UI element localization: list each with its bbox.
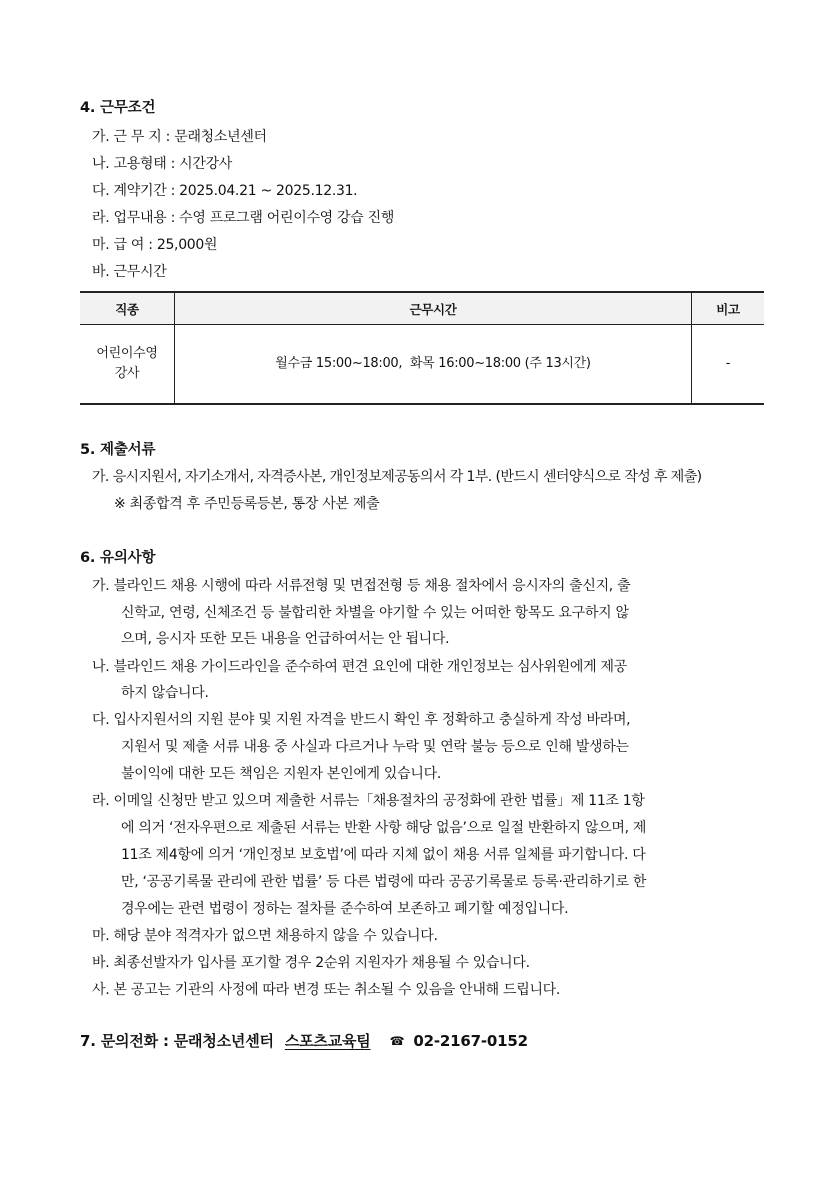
contact-team: 스포츠교육팀 <box>284 1032 371 1050</box>
job-duties: 라. 업무내용 : 수영 프로그램 어린이수영 강습 진행 <box>92 210 395 226</box>
work-hours-label: 바. 근무시간 <box>92 264 167 280</box>
notice-line: 만, ‘공공기록물 관리에 관한 법률’ 등 다른 법령에 따라 공공기록물로 등록·관리하기로 한 <box>121 874 647 890</box>
table-header-row <box>80 292 764 325</box>
telephone-icon: ☎ <box>389 1034 405 1048</box>
notice-line: 신학교, 연령, 신체조건 등 불합리한 차별을 야기할 수 있는 어떠한 항목도 요구하지 않 <box>121 605 629 621</box>
notice-line: 라. 이메일 신청만 받고 있으며 제출한 서류는「채용절차의 공정화에 관한 법률」제 11조 1항 <box>92 793 645 809</box>
header-note: 비고 <box>692 292 765 325</box>
notice-line: 가. 블라인드 채용 시행에 따라 서류전형 및 면접전형 등 채용 절차에서 응시자의 출신지, 출 <box>92 578 631 594</box>
notice-line: 다. 입사지원서의 지원 분야 및 지원 자격을 반드시 확인 후 정확하고 충실하게 작성 바라며, <box>92 712 631 728</box>
contract-period: 다. 계약기간 : 2025.04.21 ~ 2025.12.31. <box>92 183 358 199</box>
table-row <box>80 325 764 405</box>
documents-item: 가. 응시지원서, 자기소개서, 자격증사본, 개인정보제공동의서 각 1부. (반드시 센터양식으로 작성 후 제출) <box>92 469 702 485</box>
job-line1: 어린이수영 <box>96 346 158 361</box>
header-hours: 근무시간 <box>175 292 692 325</box>
header-job: 직종 <box>80 292 175 325</box>
section6-heading: 6. 유의사항 <box>80 550 156 566</box>
notice-line: 하지 않습니다. <box>121 685 209 701</box>
notice-line: 11조 제4항에 의거 ‘개인정보 보호법’에 따라 지체 없이 채용 서류 일체를 파기합니다. 다 <box>121 847 646 863</box>
notice-line: 지원서 및 제출 서류 내용 중 사실과 다르거나 누락 및 연락 불능 등으로 인해 발생하는 <box>121 739 629 755</box>
cell-note: - <box>692 325 765 405</box>
contact-phone: 02-2167-0152 <box>413 1032 528 1050</box>
cell-hours: 월수금 15:00~18:00, 화목 16:00~18:00 (주 13시간) <box>175 325 692 405</box>
contact-line <box>80 1030 528 1051</box>
section5-heading: 5. 제출서류 <box>80 442 156 458</box>
work-location: 가. 근 무 지 : 문래청소년센터 <box>92 129 267 145</box>
notice-line: 불이익에 대한 모든 책임은 지원자 본인에게 있습니다. <box>121 766 441 782</box>
notice-line: 나. 블라인드 채용 가이드라인을 준수하여 편견 요인에 대한 개인정보는 심사위원에게 제공 <box>92 659 627 675</box>
section4-heading: 4. 근무조건 <box>80 100 156 116</box>
notice-line: 바. 최종선발자가 입사를 포기할 경우 2순위 지원자가 채용될 수 있습니다. <box>92 955 530 971</box>
notice-line: 에 의거 ‘전자우편으로 제출된 서류는 반환 사항 해당 없음’으로 일절 반환하지 않으며, 제 <box>121 820 647 836</box>
documents-note: ※ 최종합격 후 주민등록등본, 통장 사본 제출 <box>114 496 380 512</box>
employment-type: 나. 고용형태 : 시간강사 <box>92 156 233 172</box>
contact-label: 7. 문의전화 : 문래청소년센터 <box>80 1032 274 1050</box>
notice-line: 으며, 응시자 또한 모든 내용을 언급하여서는 안 됩니다. <box>121 631 450 647</box>
notice-line: 사. 본 공고는 기관의 사정에 따라 변경 또는 취소될 수 있음을 안내해 드립니다. <box>92 982 561 998</box>
salary: 마. 급 여 : 25,000원 <box>92 237 218 253</box>
work-hours-table <box>80 291 764 405</box>
notice-line: 경우에는 관련 법령이 정하는 절차를 준수하여 보존하고 폐기할 예정입니다. <box>121 901 569 917</box>
notice-line: 마. 해당 분야 적격자가 없으면 채용하지 않을 수 있습니다. <box>92 928 438 944</box>
cell-job <box>80 325 175 405</box>
job-line2: 강사 <box>114 366 140 381</box>
